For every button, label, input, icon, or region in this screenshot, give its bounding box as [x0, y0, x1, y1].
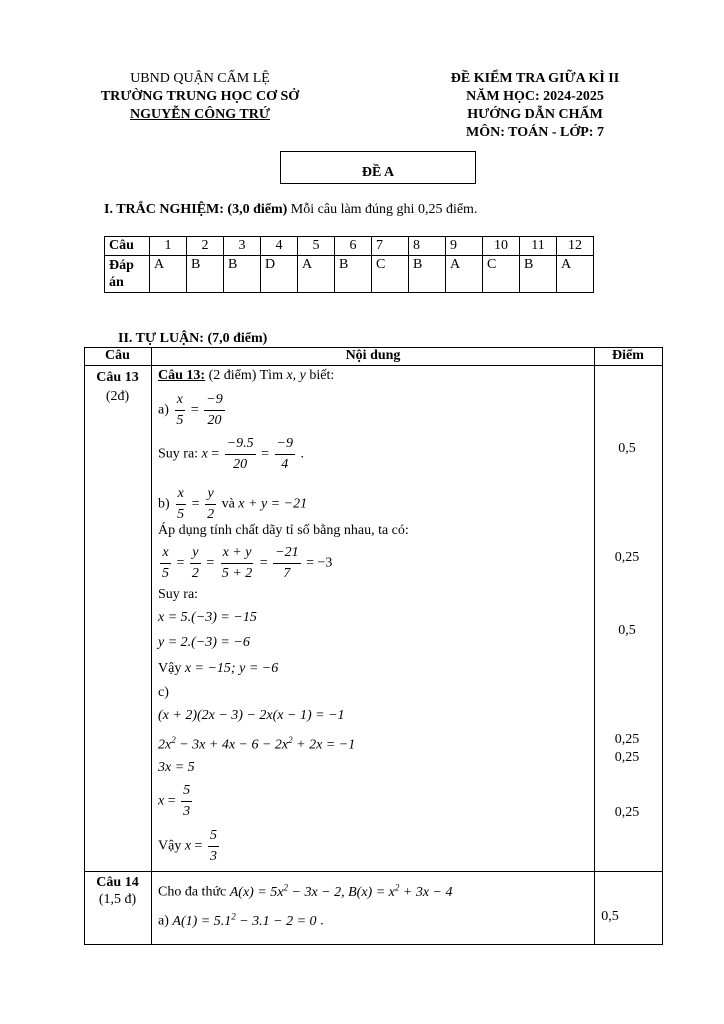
mcq-q: 8: [409, 237, 446, 256]
q14-intro: Cho đa thức $A(x) = 5x^2 - 3x - 2$, $B(x) = x^2 + 3x - 4$: [158, 882, 453, 900]
essay-row-divider: [84, 365, 662, 366]
col-header-content: Nội dung: [345, 348, 401, 363]
mcq-q: 12: [557, 237, 594, 256]
mcq-answer: A: [446, 256, 483, 293]
mcq-answer: B: [520, 256, 557, 293]
q13b-property: Áp dụng tính chất dãy tỉ số bằng nhau, ta có:: [158, 523, 409, 538]
col-header-score: Điểm: [612, 348, 644, 363]
q14-score: 0,5: [601, 909, 619, 924]
exam-code: ĐỀ A: [361, 165, 395, 180]
header-guide: HƯỚNG DẪN CHẤM: [467, 107, 603, 122]
q13-score: 0,25: [614, 805, 640, 820]
mcq-answer: B: [187, 256, 224, 293]
q13a-result: Suy ra: x = $\frac{-9.5}{20}$ = $\frac{-9}{4}$ .: [158, 436, 304, 472]
header-school-year: NĂM HỌC: 2024-2025: [466, 89, 604, 104]
q13b-ratio: $\frac{x}{5}$ = $\frac{y}{2}$ = $\frac{x + y}{5 + 2}$ = $\frac{-21}{7}$ = −3: [162, 545, 333, 581]
part2-heading: II. TỰ LUẬN: (7,0 điểm): [118, 331, 268, 346]
mcq-q: 9: [446, 237, 483, 256]
q13-score: 0,5: [618, 441, 636, 456]
mcq-answer-row: [105, 256, 594, 293]
col-header-question: Câu: [105, 348, 130, 363]
essay-row-divider: [84, 871, 662, 872]
q14a-answer: a) $A(1) = 5.1^2 - 3.1 - 2 = 0$ .: [158, 911, 324, 929]
mcq-q: 3: [224, 237, 261, 256]
q13-score: 0,25: [614, 550, 640, 565]
mcq-answer: A: [298, 256, 335, 293]
mcq-row-label: Đáp án: [105, 256, 150, 293]
essay-col-divider: [151, 347, 152, 944]
mcq-answer: B: [409, 256, 446, 293]
mcq-q: 1: [150, 237, 187, 256]
header-exam-title: ĐỀ KIỂM TRA GIỮA KÌ II: [450, 71, 620, 86]
mcq-q: 7: [372, 237, 409, 256]
q13b-suy-ra: Suy ra:: [158, 587, 199, 602]
mcq-answer: C: [372, 256, 409, 293]
q13c-step2: $2x^2 - 3x + 4x - 6 - 2x^2 + 2x = -1$: [158, 735, 356, 753]
mcq-answer-table: [104, 236, 594, 293]
q13b-x: x = 5.(−3) = −15: [158, 610, 257, 625]
q13-score: 0,25: [614, 750, 640, 765]
mcq-answer: A: [150, 256, 187, 293]
mcq-q: 4: [261, 237, 298, 256]
q13-score: 0,5: [618, 623, 636, 638]
q13-heading: Câu 13: (2 điểm) Tìm x, y biết:: [158, 368, 335, 383]
q13c-step3: 3x = 5: [158, 760, 195, 775]
q14-points: (1,5 đ): [98, 892, 137, 907]
part1-heading: I. TRẮC NGHIỆM: (3,0 điểm) Mỗi câu làm đúng ghi 0,25 điểm.: [104, 202, 478, 217]
mcq-answer: B: [224, 256, 261, 293]
mcq-answer: C: [483, 256, 520, 293]
essay-col-divider: [594, 347, 595, 944]
exam-code-box: [280, 151, 476, 184]
mcq-q: 2: [187, 237, 224, 256]
q13c-step4: x = $\frac{5}{3}$: [158, 783, 191, 819]
q13-label: Câu 13: [96, 370, 139, 385]
q13b-y: y = 2.(−3) = −6: [158, 635, 250, 650]
q14-label: Câu 14: [96, 875, 139, 890]
header-school: TRƯỜNG TRUNG HỌC CƠ SỞ: [100, 89, 300, 104]
mcq-q: 11: [520, 237, 557, 256]
mcq-answer: A: [557, 256, 594, 293]
q13b-equation: b) $\frac{x}{5}$ = $\frac{y}{2}$ và x + y = −21: [158, 486, 308, 522]
header-school-name: NGUYỄN CÔNG TRỨ: [129, 107, 270, 122]
mcq-answer: B: [335, 256, 372, 293]
q13b-conclusion: Vậy x = −15; y = −6: [158, 661, 279, 676]
mcq-q: 6: [335, 237, 372, 256]
mcq-row-label: Câu: [105, 237, 150, 256]
mcq-q: 5: [298, 237, 335, 256]
q13-points: (2đ): [105, 389, 130, 404]
mcq-answer: D: [261, 256, 298, 293]
q13a-equation: a) $\frac{x}{5}$ = $\frac{-9}{20}$: [158, 392, 223, 428]
mcq-question-row: [105, 237, 594, 256]
header-department: UBND QUẬN CẨM LỆ: [130, 71, 270, 86]
q13c-conclusion: Vậy x = $\frac{5}{3}$: [158, 828, 217, 864]
header-subject: MÔN: TOÁN - LỚP: 7: [466, 125, 604, 140]
q13-score: 0,25: [614, 732, 640, 747]
q13c-step1: (x + 2)(2x − 3) − 2x(x − 1) = −1: [158, 708, 345, 723]
q13c-label: c): [158, 685, 169, 700]
mcq-q: 10: [483, 237, 520, 256]
